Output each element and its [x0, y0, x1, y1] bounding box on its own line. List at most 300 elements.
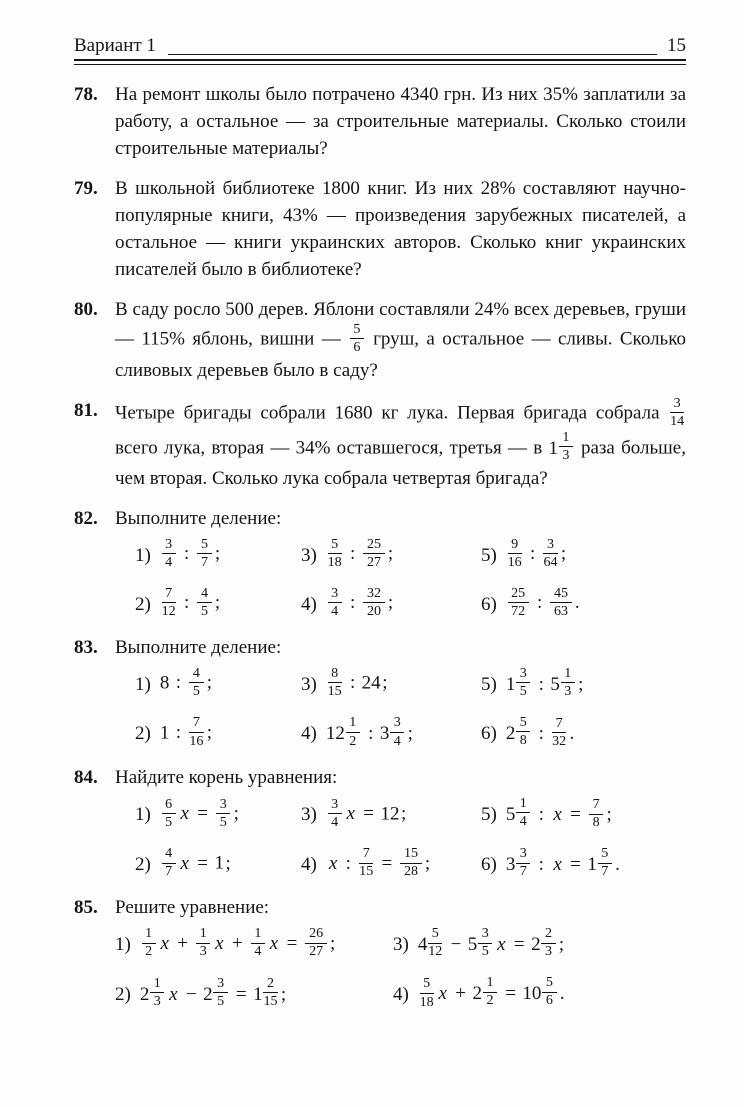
problem-85-items	[115, 927, 686, 1011]
fraction-denominator: 16	[507, 554, 522, 571]
problem-82-item-3	[301, 535, 481, 572]
mixed-number	[418, 927, 444, 961]
punctuation: ;	[206, 722, 212, 744]
item-label: 4)	[301, 593, 317, 615]
fraction	[197, 586, 211, 620]
fraction	[328, 586, 342, 620]
fraction-denominator: 5	[165, 813, 173, 830]
fraction-numerator: 3	[516, 666, 530, 683]
problem-78	[74, 81, 686, 162]
problem-82-item-5	[481, 535, 686, 572]
text-run: 1	[214, 852, 224, 874]
fraction-numerator: 1	[251, 926, 265, 943]
fraction-denominator: 8	[519, 732, 527, 749]
fraction	[508, 537, 522, 571]
fraction-denominator: 8	[592, 814, 600, 831]
math-expression	[139, 974, 287, 1011]
operator: =	[197, 803, 209, 825]
operator: :	[183, 592, 190, 614]
fraction	[478, 926, 492, 960]
punctuation: .	[569, 722, 575, 744]
fraction-numerator: 3	[216, 797, 230, 814]
text-run: В саду росло 500 дерев. Яблони составляли 24% всех деревьев, груши — 115% яблонь, вишни —	[115, 299, 686, 350]
operator: :	[529, 543, 536, 565]
item-label: 3)	[301, 673, 317, 695]
mixed-number	[505, 713, 532, 750]
operator: :	[349, 543, 356, 565]
item-label: 1)	[135, 544, 151, 566]
text-run: раза больше, чем вторая. Сколько лука собрала четвертая бригада?	[115, 437, 686, 490]
fraction-denominator: 2	[486, 992, 494, 1009]
fraction	[400, 846, 421, 880]
math-expression	[505, 713, 575, 751]
math-expression	[160, 535, 221, 572]
fraction-denominator: 3	[545, 943, 553, 960]
problem-84-item-1	[135, 797, 301, 832]
math-expression	[140, 927, 335, 961]
fraction-denominator: 12	[428, 943, 443, 960]
mixed-number	[531, 927, 557, 961]
item-label: 2)	[135, 853, 151, 875]
fraction	[552, 716, 566, 750]
text-run: 8	[159, 672, 170, 694]
fraction-denominator: 6	[545, 992, 553, 1009]
item-label: 2)	[135, 593, 151, 615]
math-expression	[326, 584, 394, 621]
mixed-number	[379, 714, 406, 751]
problem-82-item-1	[135, 535, 301, 572]
fraction-denominator: 12	[161, 603, 176, 620]
mixed-whole-part: 5	[505, 803, 516, 825]
math-expression	[326, 664, 388, 701]
punctuation: ;	[214, 543, 221, 565]
mixed-whole-part: 2	[472, 982, 482, 1004]
fraction	[305, 926, 326, 960]
mixed-number	[548, 428, 574, 465]
fraction-denominator: 5	[481, 943, 489, 960]
problem-body	[115, 634, 686, 751]
problem-number: 85.	[74, 897, 98, 919]
punctuation: ;	[387, 543, 394, 565]
problem-82-item-6	[481, 584, 686, 621]
fraction-numerator: 3	[543, 537, 557, 554]
fraction-numerator: 3	[478, 926, 492, 943]
fraction-denominator: 4	[393, 732, 401, 749]
fraction-denominator: 5	[192, 683, 200, 700]
fraction-numerator: 3	[328, 797, 342, 814]
fraction	[670, 396, 684, 430]
math-expression	[506, 535, 567, 572]
mixed-whole-part: 3	[505, 853, 516, 875]
text-run: 1	[159, 722, 170, 744]
item-label: 5)	[481, 804, 497, 826]
fraction-numerator: 1	[483, 975, 497, 992]
fraction-denominator: 15	[327, 683, 342, 700]
fraction-denominator: 4	[519, 813, 527, 830]
operator: :	[538, 803, 544, 825]
mixed-number	[506, 847, 532, 881]
math-expression	[418, 976, 565, 1011]
punctuation: ;	[424, 852, 431, 874]
fraction	[350, 322, 364, 356]
fraction-numerator: 1	[142, 926, 156, 943]
math-expression	[505, 664, 584, 701]
problem-body	[115, 894, 686, 1011]
fraction-denominator: 5	[519, 683, 527, 700]
operator: −	[450, 933, 462, 955]
fraction	[561, 666, 575, 700]
punctuation: ;	[280, 983, 287, 1005]
operator: :	[349, 672, 356, 694]
operator: =	[197, 852, 209, 874]
fraction	[216, 797, 230, 831]
mixed-number	[587, 847, 613, 881]
mixed-number	[325, 714, 362, 751]
fraction-denominator: 64	[543, 554, 558, 571]
mixed-number	[203, 974, 229, 1011]
fraction	[213, 976, 227, 1010]
operator: =	[505, 982, 516, 1004]
operator: :	[349, 592, 356, 614]
fraction-denominator: 3	[153, 993, 161, 1010]
fraction-numerator: 5	[428, 926, 442, 943]
operator: :	[175, 672, 182, 694]
mixed-number	[505, 664, 532, 701]
operator: +	[231, 932, 243, 954]
fraction-numerator: 25	[363, 537, 384, 554]
mixed-number	[550, 664, 576, 701]
punctuation: ;	[233, 803, 239, 825]
fraction-denominator: 72	[511, 603, 526, 620]
fraction	[189, 666, 203, 700]
fraction-numerator: 5	[420, 976, 434, 993]
fraction-denominator: 5	[219, 813, 227, 830]
fraction-denominator: 6	[353, 339, 361, 356]
fraction-numerator: 3	[328, 586, 342, 603]
fraction-numerator: 5	[328, 537, 342, 554]
fraction	[508, 586, 529, 620]
fraction-numerator: 3	[162, 537, 176, 554]
fraction-numerator: 5	[516, 715, 530, 732]
operator: :	[183, 543, 190, 565]
variable: x	[269, 932, 279, 954]
header-baseline-rule	[168, 54, 657, 55]
fraction	[197, 537, 211, 571]
fraction-denominator: 32	[552, 733, 567, 750]
problem-instruction: Найдите корень уравнения:	[115, 767, 338, 789]
fraction-denominator: 7	[601, 863, 609, 880]
problem-text	[115, 81, 686, 162]
fraction	[189, 715, 203, 749]
fraction-denominator: 2	[145, 943, 153, 960]
problem-body	[115, 394, 686, 492]
variable: x	[169, 983, 178, 1005]
fraction	[251, 926, 265, 960]
fraction	[150, 976, 164, 1010]
fraction-numerator: 1	[559, 430, 573, 447]
operator: =	[570, 803, 581, 825]
problem-83	[74, 634, 686, 751]
fraction	[543, 537, 557, 571]
problem-83-item-2	[135, 716, 301, 751]
item-label: 1)	[115, 933, 131, 955]
text-run: груш, а остальное — сливы. Сколько сливовых деревьев было в саду?	[115, 328, 686, 382]
math-expression	[160, 847, 231, 881]
fraction-numerator: 3	[516, 846, 530, 863]
fraction-numerator: 3	[213, 976, 227, 993]
item-label: 4)	[301, 723, 317, 745]
fraction-denominator: 7	[165, 863, 173, 880]
fraction-numerator: 25	[508, 586, 529, 603]
text-run: 12	[380, 803, 400, 825]
math-expression	[326, 847, 430, 881]
fraction-numerator: 7	[359, 846, 373, 863]
problem-number: 78.	[74, 84, 98, 105]
punctuation: .	[559, 982, 565, 1004]
item-label: 5)	[481, 673, 497, 695]
fraction-numerator: 26	[305, 926, 326, 943]
mixed-whole-part: 2	[139, 983, 150, 1005]
variable: x	[438, 982, 447, 1004]
punctuation: ;	[387, 592, 394, 614]
operator: =	[286, 932, 298, 954]
fraction-numerator: 1	[150, 976, 164, 993]
problem-number: 80.	[74, 299, 98, 320]
fraction	[483, 975, 497, 1009]
operator: :	[175, 722, 182, 744]
math-expression	[418, 927, 564, 961]
mixed-whole-part: 1	[505, 673, 516, 695]
mixed-whole-part: 1	[253, 983, 263, 1005]
fraction-numerator: 7	[189, 715, 203, 732]
problem-83-item-1	[135, 664, 301, 701]
header-divider	[74, 59, 686, 65]
fraction-denominator: 3	[562, 447, 570, 464]
fraction	[328, 537, 342, 571]
problem-text	[115, 394, 686, 492]
fraction-numerator: 9	[508, 537, 522, 554]
punctuation: ;	[560, 543, 567, 565]
fraction-numerator: 7	[162, 586, 176, 603]
mixed-whole-part: 5	[467, 933, 478, 955]
fraction	[346, 715, 360, 749]
fraction-denominator: 15	[359, 863, 374, 880]
variable: x	[553, 853, 562, 875]
page-number: 15	[667, 35, 686, 56]
fraction-denominator: 28	[403, 863, 419, 880]
problem-85-item-2	[115, 976, 393, 1011]
operator: :	[538, 673, 544, 695]
problem-84-item-5	[481, 797, 686, 832]
fraction	[559, 430, 573, 464]
item-label: 4)	[393, 983, 409, 1005]
operator: =	[513, 933, 525, 955]
punctuation: ;	[206, 672, 212, 694]
text-run: 24	[361, 672, 381, 694]
page-header	[74, 34, 686, 58]
math-expression	[506, 797, 612, 832]
problem-text	[115, 296, 686, 384]
fraction	[420, 976, 434, 1010]
mixed-whole-part: 2	[505, 722, 516, 744]
text-run: всего лука, вторая — 34% оставшегося, третья — в	[115, 437, 549, 459]
fraction-numerator: 1	[516, 796, 530, 813]
punctuation: ;	[606, 803, 612, 825]
problem-83-item-4	[301, 716, 481, 751]
fraction-numerator: 2	[263, 976, 277, 993]
mixed-whole-part: 1	[587, 853, 597, 875]
fraction-denominator: 4	[165, 554, 173, 571]
fraction	[542, 975, 556, 1009]
mixed-whole-part: 1	[548, 437, 558, 459]
punctuation: ;	[329, 932, 336, 954]
problem-body	[115, 81, 686, 162]
item-label: 4)	[301, 853, 317, 875]
mixed-number	[468, 927, 494, 961]
fraction	[516, 666, 530, 700]
problem-83-item-3	[301, 664, 481, 701]
variable: x	[215, 932, 224, 954]
punctuation: ;	[578, 673, 584, 695]
fraction-denominator: 27	[366, 554, 382, 571]
punctuation: ;	[214, 592, 221, 614]
item-label: 2)	[135, 723, 151, 745]
mixed-whole-part: 12	[325, 723, 345, 745]
problem-instruction: Решите уравнение:	[115, 897, 270, 919]
fraction-numerator: 5	[197, 537, 211, 554]
fraction-denominator: 3	[564, 683, 572, 700]
fraction	[589, 797, 603, 831]
fraction	[162, 537, 176, 571]
fraction-denominator: 18	[327, 554, 342, 571]
problem-82-item-4	[301, 584, 481, 621]
punctuation: .	[574, 592, 580, 614]
variable: x	[160, 932, 169, 954]
fraction	[162, 586, 176, 620]
fraction	[162, 846, 176, 880]
mixed-whole-part: 5	[550, 673, 560, 695]
fraction	[142, 926, 156, 960]
problem-85-item-4	[393, 976, 686, 1011]
fraction-numerator: 3	[670, 396, 684, 413]
problem-instruction: Выполните деление:	[115, 637, 282, 659]
fraction	[162, 797, 176, 831]
mixed-whole-part: 2	[531, 933, 541, 955]
fraction-denominator: 14	[670, 413, 685, 430]
fraction	[196, 926, 210, 960]
problem-number: 81.	[74, 400, 98, 422]
fraction-denominator: 7	[200, 554, 209, 571]
problem-79	[74, 175, 686, 283]
problem-85	[74, 894, 686, 1011]
item-label: 6)	[481, 593, 497, 615]
problem-84-item-3	[301, 797, 481, 832]
fraction-numerator: 32	[363, 586, 384, 603]
fraction-numerator: 1	[561, 666, 575, 683]
item-label: 6)	[481, 723, 497, 745]
operator: =	[235, 983, 247, 1005]
fraction-denominator: 4	[254, 943, 262, 960]
variable: x	[328, 852, 338, 874]
problem-83-item-6	[481, 713, 686, 751]
problem-text	[115, 175, 686, 283]
punctuation: .	[615, 853, 620, 875]
math-expression	[326, 795, 407, 832]
problem-83-item-5	[481, 664, 686, 701]
fraction	[328, 666, 342, 700]
math-expression	[506, 847, 620, 881]
fraction-denominator: 2	[349, 732, 357, 749]
fraction-numerator: 4	[162, 846, 176, 863]
fraction-denominator: 5	[217, 993, 225, 1010]
fraction	[516, 846, 530, 880]
variable: x	[180, 852, 189, 874]
problem-body	[115, 296, 686, 384]
mixed-whole-part: 2	[203, 983, 213, 1005]
fraction	[363, 586, 384, 620]
operator: :	[538, 722, 544, 744]
mixed-number	[472, 976, 498, 1010]
problem-80	[74, 296, 686, 384]
mixed-number	[522, 976, 558, 1010]
fraction	[516, 715, 530, 749]
fraction-denominator: 4	[331, 603, 339, 620]
item-label: 2)	[115, 983, 131, 1005]
operator: −	[185, 983, 197, 1005]
math-expression	[160, 795, 239, 832]
math-expression	[506, 584, 580, 621]
operator: =	[381, 852, 393, 874]
text-run: В школьной библиотеке 1800 книг. Из них 28% составляют научно-популярные книги, 43% — произведения зарубежных писателей, а остальное — книги украинских авторов. Сколько книг украинских писателей было в библиотеке?	[115, 178, 686, 280]
variable: x	[180, 803, 189, 825]
item-label: 3)	[301, 544, 317, 566]
fraction	[363, 537, 384, 571]
operator: :	[345, 852, 351, 874]
fraction-denominator: 20	[366, 603, 382, 620]
fraction-denominator: 15	[263, 993, 278, 1010]
problem-number: 82.	[74, 508, 98, 530]
problem-83-items	[135, 664, 686, 751]
fraction	[516, 796, 530, 830]
math-expression	[326, 535, 394, 572]
fraction-numerator: 1	[196, 926, 210, 943]
mixed-whole-part: 3	[379, 723, 390, 745]
fraction	[359, 846, 373, 880]
fraction-numerator: 7	[552, 716, 566, 733]
fraction-numerator: 5	[350, 322, 364, 339]
mixed-whole-part: 4	[417, 933, 428, 955]
item-label: 1)	[135, 804, 151, 826]
problem-number: 79.	[74, 178, 98, 199]
problem-number: 84.	[74, 767, 98, 789]
punctuation: ;	[407, 723, 413, 745]
item-label: 3)	[393, 933, 409, 955]
math-expression	[160, 584, 221, 621]
fraction	[390, 715, 404, 749]
fraction-denominator: 5	[200, 603, 209, 620]
fraction-denominator: 7	[519, 863, 527, 880]
math-expression	[325, 714, 413, 751]
fraction-denominator: 16	[189, 732, 204, 749]
fraction-numerator: 2	[541, 926, 555, 943]
mixed-number	[506, 797, 532, 831]
operator: +	[455, 982, 467, 1004]
problem-82-items	[135, 535, 686, 621]
item-label: 3)	[301, 804, 317, 826]
math-expression	[159, 664, 212, 701]
problem-number: 83.	[74, 637, 98, 659]
fraction-numerator: 6	[162, 797, 176, 814]
